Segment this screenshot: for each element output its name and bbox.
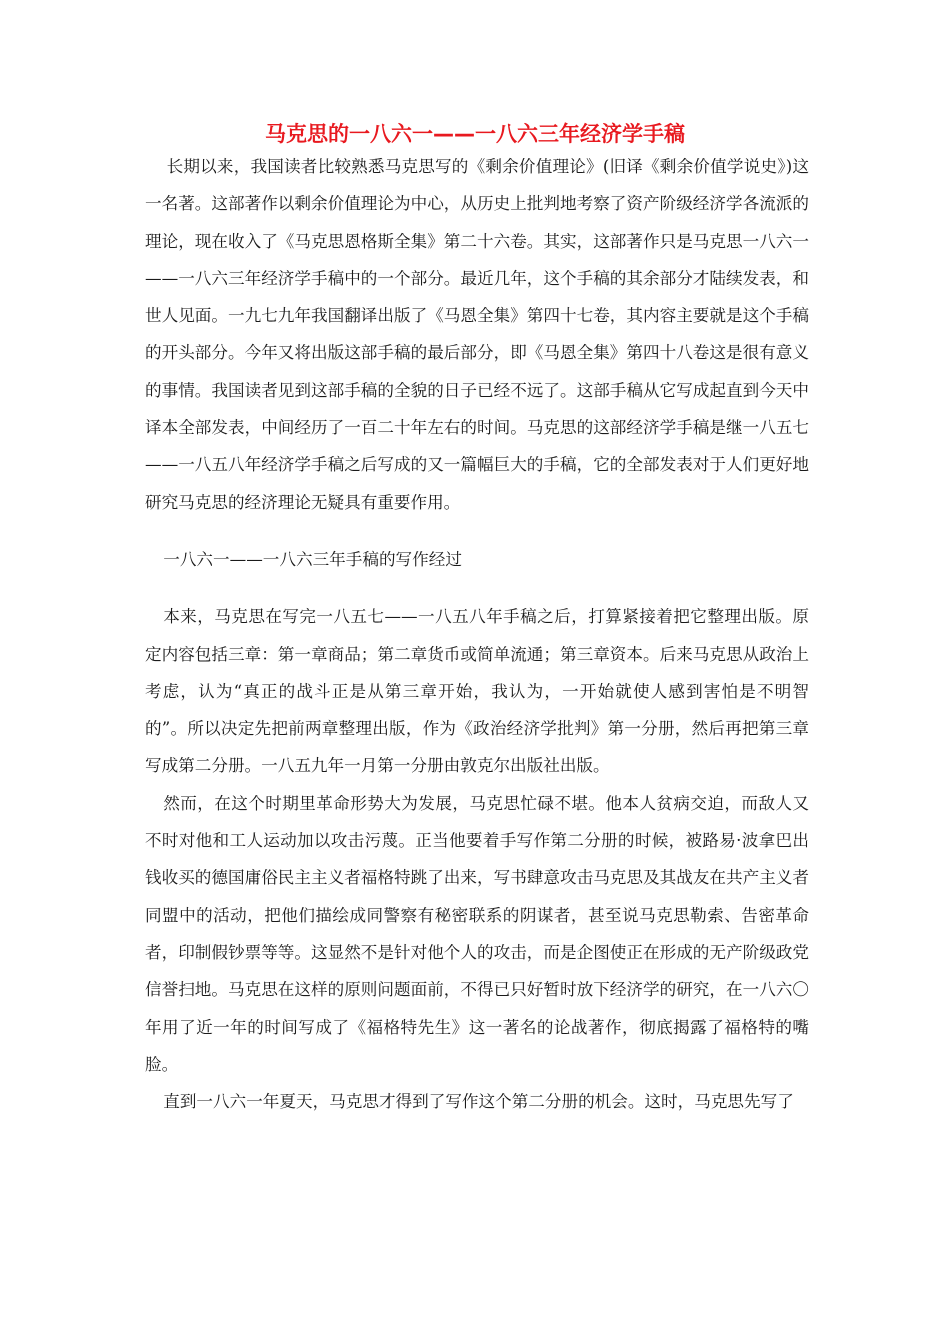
document-body [145,148,809,1120]
document-title: 马克思的一八六一——一八六三年经济学手稿 [265,122,685,146]
paragraph-summer-1861: 直到一八六一年夏天，马克思才得到了写作这个第二分册的机会。这时，马克思先写了 [163,1092,794,1112]
section-heading: 一八六一——一八六三年手稿的写作经过 [163,549,462,569]
paragraph-revolutionary-situation: 然而，在这个时期里革命形势大为发展，马克思忙碌不堪。他本人贫病交迫，而敌人又不时对他和工人运动加以攻击污蔑。正当他要着手写作第二分册的时候，被路易·波拿巴出钱收买的德国庸俗民主主义者福格特跳了出来，写书肆意攻击马克思及其战友在共产主义者同盟中的活动，把他们描绘成同警察有秘密联系的阴谋者，甚至说马克思勒索、告密革命者，印制假钞票等等。这显然不是针对他个人的攻击，而是企图使正在形成的无产阶级政党信誉扫地。马克思在这样的原则问题面前，不得已只好暂时放下经济学的研究，在一八六〇年用了近一年的时间写成了《福格特先生》这一著名的论战著作，彻底揭露了福格特的嘴脸。 [145,793,809,1074]
paragraph-intro: 长期以来，我国读者比较熟悉马克思写的《剩余价值理论》(旧译《剩余价值学说史》)这一名著。这部著作以剩余价值理论为中心，从历史上批判地考察了资产阶级经济学各流派的理论，现在收入了《马克思恩格斯全集》第二十六卷。其实，这部著作只是马克思一八六一——一八六三年经济学手稿中的一个部分。最近几年，这个手稿的其余部分才陆续发表，和世人见面。一九七九年我国翻译出版了《马恩全集》第四十七卷，其内容主要就是这个手稿的开头部分。今年又将出版这部手稿的最后部分，即《马恩全集》第四十八卷这是很有意义的事情。我国读者见到这部手稿的全貌的日子已经不远了。这部手稿从它写成起直到今天中译本全部发表，中间经历了一百二十年左右的时间。马克思的这部经济学手稿是继一八五七——一八五八年经济学手稿之后写成的又一篇幅巨大的手稿，它的全部发表对于人们更好地研究马克思的经济理论无疑具有重要作用。 [145,157,809,512]
paragraph-original-plan: 本来，马克思在写完一八五七——一八五八年手稿之后，打算紧接着把它整理出版。原定内容包括三章：第一章商品；第二章货币或简单流通；第三章资本。后来马克思从政治上考虑，认为“真正的战斗正是从第三章开始，我认为，一开始就使人感到害怕是不明智的”。所以决定先把前两章整理出版，作为《政治经济学批判》第一分册，然后再把第三章写成第二分册。一八五九年一月第一分册由敦克尔出版社出版。 [145,607,809,776]
